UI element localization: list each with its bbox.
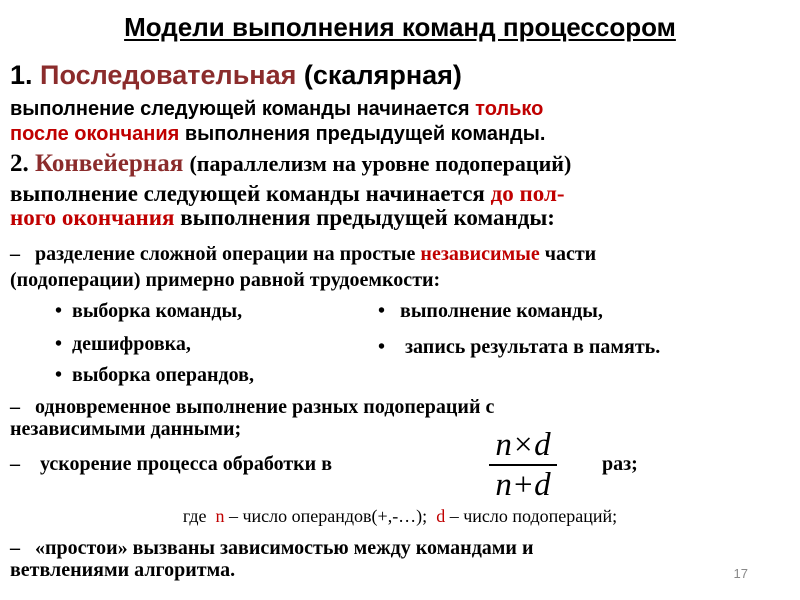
formula-note <box>0 506 800 527</box>
bullet-text: запись результата в память. <box>405 336 661 358</box>
bullet-text: выборка операндов, <box>72 364 254 386</box>
page-number: 17 <box>733 566 748 581</box>
bullet-item: • выборка операндов, <box>55 364 254 386</box>
section-2-heading <box>10 150 571 178</box>
bullet-text: выполнение команды, <box>400 300 603 322</box>
dash-item-4-line-2: ветвлениями алгоритма. <box>10 559 236 581</box>
dash-item-2-line-1 <box>10 396 494 419</box>
dash-marker: – <box>10 453 20 475</box>
dash-item-3 <box>10 453 332 476</box>
dash-item-2-line-2: независимыми данными; <box>10 418 242 440</box>
highlight-span: независимые <box>420 243 540 265</box>
section-1-qualifier: (скалярная) <box>303 60 462 90</box>
text-span: разделение сложной операции на простые <box>35 243 416 265</box>
formula-numerator: n×d <box>495 427 551 463</box>
bullet-item: • запись результата в память. <box>378 336 661 358</box>
text-span: выполнение следующей команды начинается <box>10 181 485 206</box>
section-1-line-1 <box>10 98 543 121</box>
dash-marker: – <box>10 537 20 559</box>
bullet-item: • выполнение команды, <box>378 300 603 322</box>
highlight-span: после окончания <box>10 123 180 145</box>
section-2-line-1 <box>10 181 565 207</box>
formula-denominator: n+d <box>495 467 551 503</box>
text-span: выполнения предыдущей команды. <box>184 123 546 145</box>
section-2-qualifier: (параллелизм на уровне подопераций) <box>189 151 572 176</box>
text-span: выполнения предыдущей команды: <box>180 205 555 230</box>
text-span: где <box>182 506 207 526</box>
text-span: ускорение процесса обработки в <box>40 453 333 475</box>
section-1-number: 1. <box>10 60 33 90</box>
section-1-heading <box>10 60 462 91</box>
section-1-line-2 <box>10 123 545 146</box>
bullet-text: дешифровка, <box>72 333 191 355</box>
text-span: – число подопераций; <box>449 506 618 526</box>
highlight-span: только <box>475 98 544 120</box>
text-span: – число операндов(+,-…); <box>228 506 428 526</box>
dash-item-4-line-1 <box>10 537 533 560</box>
dash-marker: – <box>10 243 20 265</box>
text-span: части <box>544 243 597 265</box>
section-2-name: Конвейерная <box>35 150 184 177</box>
bullet-text: выборка команды, <box>72 300 243 322</box>
dash-marker: – <box>10 396 20 418</box>
section-2-number: 2. <box>10 150 29 177</box>
fraction-bar <box>489 464 557 466</box>
dash-item-1-line-2: (подоперации) примерно равной трудоемкости: <box>10 269 441 291</box>
bullet-item: • выборка команды, <box>55 300 243 322</box>
variable-n: n <box>215 506 225 526</box>
highlight-span: ного окончания <box>10 205 175 230</box>
text-span: «простои» вызваны зависимостью между командами и <box>35 537 534 559</box>
highlight-span: до пол- <box>490 181 565 206</box>
section-1-name: Последовательная <box>40 60 297 90</box>
variable-d: d <box>436 506 446 526</box>
text-span: выполнение следующей команды начинается <box>10 98 470 120</box>
dash-item-3-suffix: раз; <box>602 453 638 475</box>
dash-item-1-line-1 <box>10 243 596 266</box>
text-span: одновременное выполнение разных подопераций с <box>35 396 495 418</box>
section-2-line-2 <box>10 205 555 231</box>
speedup-formula <box>483 428 563 502</box>
bullet-item: • дешифровка, <box>55 333 191 355</box>
slide-title: Модели выполнения команд процессором <box>124 12 676 42</box>
